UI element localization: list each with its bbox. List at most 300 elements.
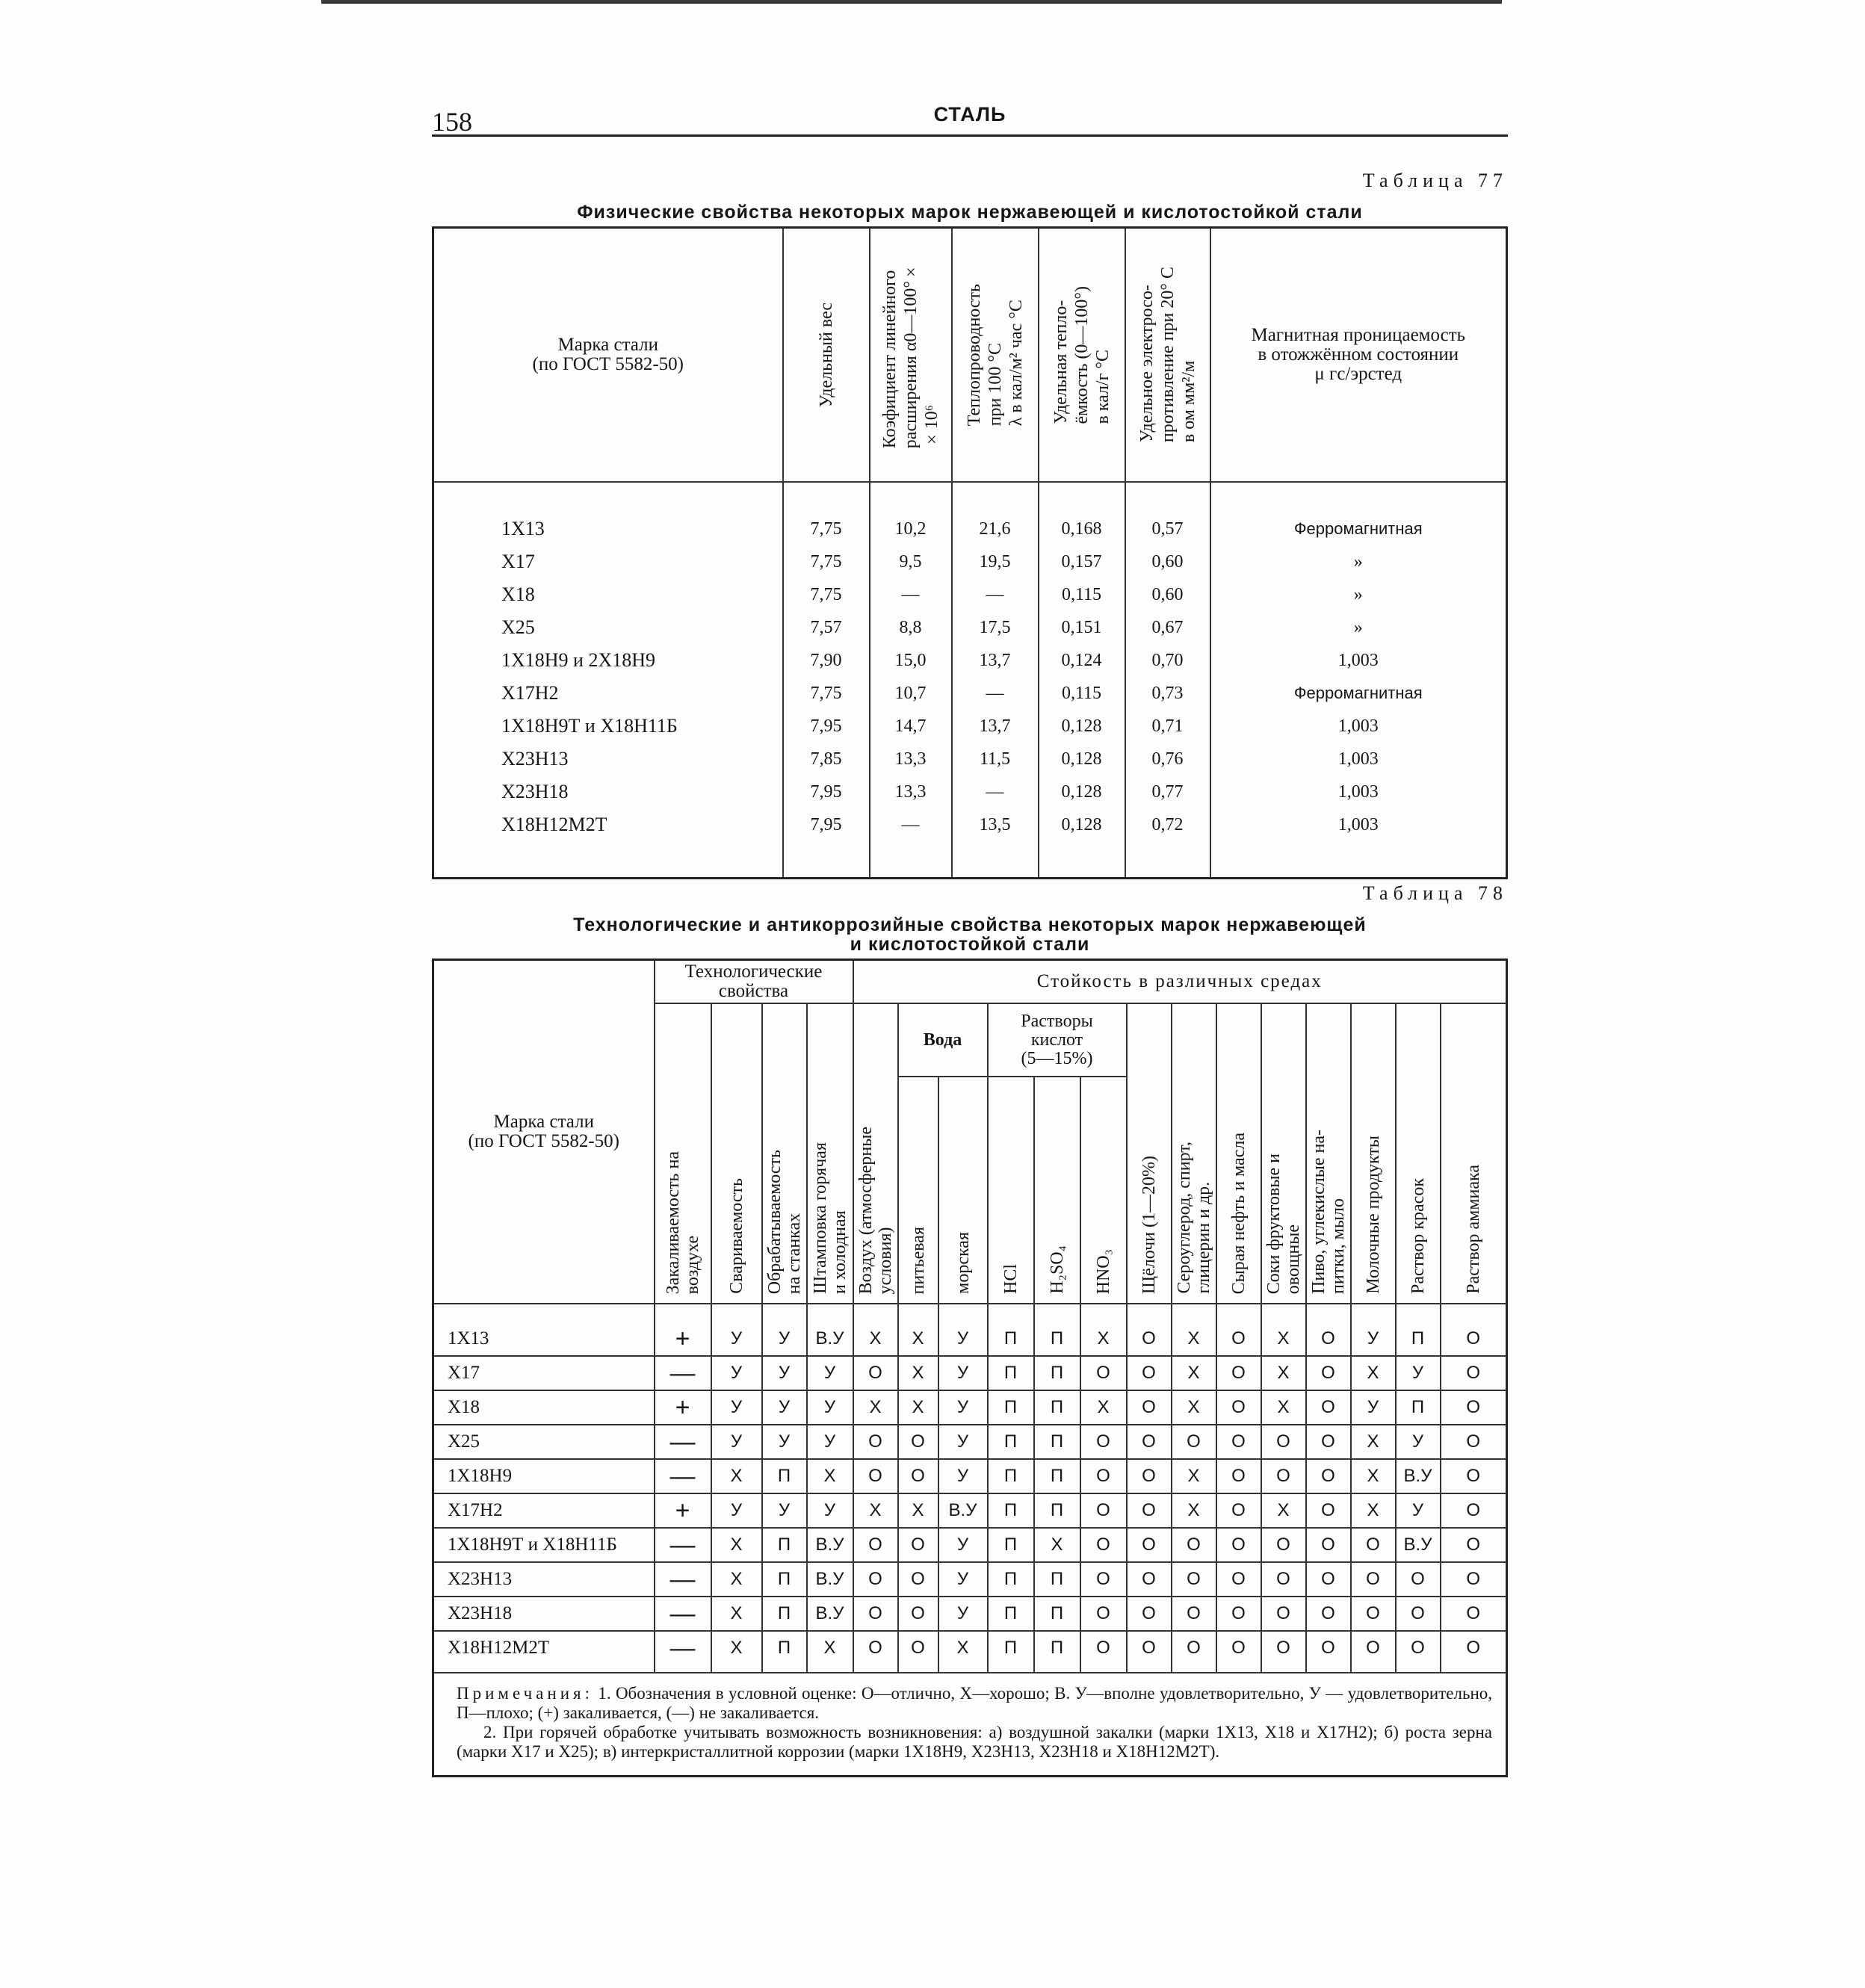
note-2: 2. При горячей обработке учитывать возможность возникновения: а) воздушной закалки (марки 1Х13, Х18 и Х17Н2); б) роста зерна (марки Х17 и Х25); в) интеркристаллитной коррозии (марки 1Х18Н9, Х23Н13, Х23Н18 и Х18Н12М2Т).	[457, 1723, 1492, 1761]
value-cell: 0,76	[1125, 743, 1210, 775]
value-cell: О	[1261, 1597, 1306, 1631]
value-cell: »	[1210, 578, 1507, 611]
value-cell: О	[1306, 1631, 1351, 1673]
top-scan-edge	[321, 0, 1502, 4]
table-row	[433, 1631, 1507, 1673]
t78-notes-row	[433, 1673, 1507, 1777]
value-cell: О	[1080, 1528, 1127, 1562]
value-cell: Х	[1261, 1493, 1306, 1528]
value-cell: 11,5	[952, 743, 1039, 775]
value-cell: 0,128	[1039, 710, 1125, 743]
t77-col-density: Удельный вес	[783, 228, 870, 483]
value-cell: У	[807, 1425, 853, 1459]
value-cell: О	[1172, 1631, 1216, 1673]
value-cell: О	[853, 1597, 898, 1631]
value-cell: —	[952, 677, 1039, 710]
note-1: 1. Обозначения в условной оценке: О—отлично, Х—хорошо; В. У—вполне удовлетворительно, У — удовлетворительно, П—плохо; (+) закаливается, (—) не закаливается.	[457, 1684, 1492, 1722]
value-cell: 0,57	[1125, 482, 1210, 545]
grade-cell: Х25	[433, 1425, 655, 1459]
value-cell: О	[1351, 1597, 1396, 1631]
value-cell: О	[1127, 1528, 1172, 1562]
value-cell: О	[1306, 1528, 1351, 1562]
table-row	[433, 1562, 1507, 1597]
value-cell: П	[1034, 1356, 1080, 1390]
value-cell: О	[1127, 1304, 1172, 1356]
value-cell: О	[898, 1631, 938, 1673]
value-cell: О	[1351, 1562, 1396, 1597]
t78-col-juices: Соки фруктовые и овощные	[1261, 1003, 1306, 1304]
value-cell: О	[1127, 1356, 1172, 1390]
value-cell: 0,77	[1125, 775, 1210, 808]
table-row	[433, 1528, 1507, 1562]
value-cell: П	[1034, 1304, 1080, 1356]
running-title: СТАЛЬ	[933, 103, 1006, 126]
table78-label: Таблица 78	[1362, 882, 1508, 904]
t78-col-hno3: HNO₃	[1080, 1077, 1127, 1304]
value-cell: +	[655, 1390, 711, 1425]
page	[432, 90, 1508, 1777]
value-cell: Х	[853, 1493, 898, 1528]
value-cell: Х	[898, 1356, 938, 1390]
value-cell: 1,003	[1210, 775, 1507, 808]
table77-label: Таблица 77	[1362, 170, 1508, 191]
value-cell: 0,67	[1125, 611, 1210, 644]
value-cell: +	[655, 1493, 711, 1528]
value-cell: У	[938, 1356, 988, 1390]
table-row	[433, 1390, 1507, 1425]
table-row	[433, 808, 1507, 879]
value-cell: О	[1306, 1304, 1351, 1356]
t78-col-crude: Сырая нефть и масла	[1216, 1003, 1261, 1304]
value-cell: —	[870, 578, 952, 611]
value-cell: У	[938, 1304, 988, 1356]
value-cell: 1,003	[1210, 743, 1507, 775]
value-cell: У	[711, 1304, 762, 1356]
t78-col-air: Воздух (атмосферные условия)	[853, 1003, 898, 1304]
value-cell: Х	[1261, 1356, 1306, 1390]
value-cell: О	[1441, 1459, 1507, 1493]
value-cell: О	[853, 1459, 898, 1493]
value-cell: О	[1306, 1459, 1351, 1493]
value-cell: У	[762, 1425, 807, 1459]
grade-cell: Х23Н13	[433, 1562, 655, 1597]
value-cell: Х	[938, 1631, 988, 1673]
value-cell: 7,57	[783, 611, 870, 644]
value-cell: О	[1216, 1304, 1261, 1356]
value-cell: П	[1034, 1425, 1080, 1459]
value-cell: Ферромагнитная	[1210, 482, 1507, 545]
t78-col-weldability: Свариваемость	[711, 1003, 762, 1304]
grade-cell: Х18Н12М2Т	[433, 1631, 655, 1673]
value-cell: 0,60	[1125, 545, 1210, 578]
table78-body	[433, 1304, 1507, 1673]
t77-col-expansion: Коэфициент линейного расширения α0—100°× ×10⁶	[870, 228, 952, 483]
value-cell: 19,5	[952, 545, 1039, 578]
t77-col-resistivity: Удельное электросо- противление при 20° С в ом мм²/м	[1125, 228, 1210, 483]
value-cell: Х	[1172, 1356, 1216, 1390]
table-row	[433, 545, 1507, 578]
grade-cell: Х23Н18	[501, 781, 569, 802]
value-cell: 0,128	[1039, 808, 1125, 879]
t78-col-dairy: Молочные продукты	[1351, 1003, 1396, 1304]
value-cell: Х	[853, 1304, 898, 1356]
t78-col-grade: Марка стали (по ГОСТ 5582-50)	[433, 960, 655, 1304]
value-cell: У	[711, 1390, 762, 1425]
value-cell: 13,3	[870, 743, 952, 775]
value-cell: О	[1261, 1459, 1306, 1493]
t77-col-grade: Марка стали (по ГОСТ 5582-50)	[433, 228, 783, 483]
grade-cell: Х18Н12М2Т	[501, 814, 607, 835]
value-cell: Х	[1080, 1390, 1127, 1425]
value-cell: П	[762, 1459, 807, 1493]
value-cell: 7,95	[783, 710, 870, 743]
value-cell: О	[1441, 1493, 1507, 1528]
value-cell: О	[1396, 1562, 1441, 1597]
value-cell: Х	[1351, 1356, 1396, 1390]
value-cell: П	[1034, 1493, 1080, 1528]
value-cell: П	[762, 1631, 807, 1673]
value-cell: О	[1261, 1631, 1306, 1673]
value-cell: О	[1441, 1597, 1507, 1631]
value-cell: У	[762, 1356, 807, 1390]
value-cell: Х	[1172, 1304, 1216, 1356]
value-cell: Х	[807, 1631, 853, 1673]
value-cell: О	[1127, 1425, 1172, 1459]
value-cell: Х	[1172, 1390, 1216, 1425]
t78-col-beer: Пиво, углекислые на- питки, мыло	[1306, 1003, 1351, 1304]
value-cell: О	[898, 1459, 938, 1493]
t78-col-paint: Раствор красок	[1396, 1003, 1441, 1304]
value-cell: Х	[853, 1390, 898, 1425]
grade-cell: Х17	[501, 551, 535, 572]
value-cell: 13,7	[952, 710, 1039, 743]
value-cell: Ферромагнитная	[1210, 677, 1507, 710]
value-cell: О	[1127, 1459, 1172, 1493]
value-cell: В.У	[1396, 1528, 1441, 1562]
t77-col-heat-capacity: Удельная тепло- ёмкость (0—100°) в кал/г °С	[1039, 228, 1125, 483]
value-cell: 13,5	[952, 808, 1039, 879]
value-cell: 0,72	[1125, 808, 1210, 879]
value-cell: О	[1172, 1597, 1216, 1631]
t78-col-drinking: питьевая	[898, 1077, 938, 1304]
value-cell: О	[1216, 1631, 1261, 1673]
running-head	[432, 90, 1508, 137]
value-cell: О	[1127, 1493, 1172, 1528]
value-cell: 1,003	[1210, 808, 1507, 879]
value-cell: П	[988, 1459, 1034, 1493]
value-cell: Х	[807, 1459, 853, 1493]
value-cell: 17,5	[952, 611, 1039, 644]
table-row	[433, 1493, 1507, 1528]
value-cell: 8,8	[870, 611, 952, 644]
value-cell: О	[1261, 1528, 1306, 1562]
value-cell: О	[1080, 1356, 1127, 1390]
grade-cell: 1Х18Н9	[433, 1459, 655, 1493]
value-cell: О	[1216, 1597, 1261, 1631]
t77-col-permeability: Магнитная проницаемость в отожжённом состоянии μ гс/эрстед	[1210, 228, 1507, 483]
value-cell: 7,75	[783, 677, 870, 710]
value-cell: 21,6	[952, 482, 1039, 545]
value-cell: »	[1210, 611, 1507, 644]
value-cell: У	[711, 1425, 762, 1459]
value-cell: О	[1441, 1425, 1507, 1459]
value-cell: П	[988, 1631, 1034, 1673]
value-cell: Х	[1172, 1493, 1216, 1528]
value-cell: О	[898, 1597, 938, 1631]
table78	[432, 959, 1508, 1777]
value-cell: В.У	[807, 1528, 853, 1562]
table-row	[433, 677, 1507, 710]
value-cell: Х	[1351, 1425, 1396, 1459]
value-cell: У	[938, 1562, 988, 1597]
value-cell: П	[762, 1562, 807, 1597]
value-cell: 14,7	[870, 710, 952, 743]
table-row	[433, 1425, 1507, 1459]
value-cell: О	[853, 1356, 898, 1390]
value-cell: О	[1216, 1493, 1261, 1528]
value-cell: У	[711, 1493, 762, 1528]
value-cell: У	[762, 1493, 807, 1528]
value-cell: 0,128	[1039, 775, 1125, 808]
value-cell: О	[853, 1631, 898, 1673]
value-cell: 0,124	[1039, 644, 1125, 677]
table-row	[433, 644, 1507, 677]
value-cell: Х	[1261, 1304, 1306, 1356]
value-cell: О	[1396, 1597, 1441, 1631]
value-cell: 1,003	[1210, 710, 1507, 743]
grade-cell: 1Х18Н9Т и Х18Н11Б	[501, 715, 678, 737]
grade-cell: Х17	[433, 1356, 655, 1390]
value-cell: О	[1306, 1493, 1351, 1528]
value-cell: О	[1216, 1425, 1261, 1459]
t78-col-ammonia: Раствор аммиака	[1441, 1003, 1507, 1304]
value-cell: 15,0	[870, 644, 952, 677]
value-cell: 13,3	[870, 775, 952, 808]
table-row	[433, 1356, 1507, 1390]
value-cell: О	[853, 1425, 898, 1459]
value-cell: О	[1351, 1528, 1396, 1562]
value-cell: Х	[1351, 1459, 1396, 1493]
value-cell: 0,151	[1039, 611, 1125, 644]
value-cell: У	[807, 1493, 853, 1528]
value-cell: О	[1441, 1390, 1507, 1425]
value-cell: Х	[898, 1304, 938, 1356]
value-cell: О	[1441, 1528, 1507, 1562]
value-cell: —	[655, 1597, 711, 1631]
value-cell: 0,168	[1039, 482, 1125, 545]
value-cell: О	[1306, 1562, 1351, 1597]
table77	[432, 226, 1508, 879]
value-cell: В.У	[938, 1493, 988, 1528]
value-cell: О	[1306, 1390, 1351, 1425]
grade-cell: 1Х13	[501, 518, 545, 539]
value-cell: Х	[1172, 1459, 1216, 1493]
value-cell: О	[1080, 1631, 1127, 1673]
value-cell: У	[938, 1459, 988, 1493]
value-cell: 7,85	[783, 743, 870, 775]
value-cell: 13,7	[952, 644, 1039, 677]
t78-col-alkali: Щёлочи (1—20%)	[1127, 1003, 1172, 1304]
value-cell: У	[1351, 1304, 1396, 1356]
value-cell: Х	[711, 1459, 762, 1493]
grade-cell: Х17Н2	[433, 1493, 655, 1528]
table77-header-row	[433, 228, 1507, 483]
value-cell: »	[1210, 545, 1507, 578]
value-cell: П	[988, 1425, 1034, 1459]
value-cell: П	[988, 1304, 1034, 1356]
value-cell: —	[952, 578, 1039, 611]
value-cell: П	[1034, 1459, 1080, 1493]
table-row	[433, 482, 1507, 545]
value-cell: Х	[898, 1493, 938, 1528]
table77-title: Физические свойства некоторых марок нержавеющей и кислотостойкой стали	[577, 202, 1363, 223]
table-row	[433, 775, 1507, 808]
value-cell: У	[938, 1425, 988, 1459]
value-cell: Х	[1080, 1304, 1127, 1356]
value-cell: О	[1216, 1562, 1261, 1597]
table-row	[433, 743, 1507, 775]
value-cell: О	[1441, 1562, 1507, 1597]
t78-col-hcl: HCl	[988, 1077, 1034, 1304]
value-cell: 7,75	[783, 578, 870, 611]
grade-cell: 1Х13	[433, 1304, 655, 1356]
value-cell: О	[898, 1562, 938, 1597]
value-cell: 1,003	[1210, 644, 1507, 677]
value-cell: О	[1441, 1631, 1507, 1673]
value-cell: О	[1172, 1425, 1216, 1459]
table-row	[433, 611, 1507, 644]
value-cell: О	[1441, 1304, 1507, 1356]
value-cell: У	[938, 1528, 988, 1562]
value-cell: О	[1127, 1597, 1172, 1631]
t78-col-stamping: Штамповка горячая и холодная	[807, 1003, 853, 1304]
t78-header-row-1	[433, 960, 1507, 1004]
value-cell: 0,128	[1039, 743, 1125, 775]
value-cell: У	[1396, 1356, 1441, 1390]
value-cell: П	[762, 1597, 807, 1631]
value-cell: Х	[711, 1597, 762, 1631]
table78-title-line1: Технологические и антикоррозийные свойства некоторых марок нержавеющей	[573, 914, 1367, 935]
value-cell: 10,2	[870, 482, 952, 545]
value-cell: П	[762, 1528, 807, 1562]
t78-group-water: Вода	[898, 1003, 988, 1077]
value-cell: 0,157	[1039, 545, 1125, 578]
value-cell: В.У	[807, 1562, 853, 1597]
value-cell: О	[1127, 1390, 1172, 1425]
value-cell: Х	[711, 1528, 762, 1562]
value-cell: П	[1034, 1631, 1080, 1673]
grade-cell: Х23Н13	[501, 748, 569, 770]
value-cell: У	[807, 1356, 853, 1390]
value-cell: О	[1216, 1390, 1261, 1425]
t78-group-tech: Технологические свойства	[655, 960, 853, 1004]
table-row	[433, 578, 1507, 611]
value-cell: О	[1127, 1631, 1172, 1673]
t78-col-hardening: Закаливаемость на воздухе	[655, 1003, 711, 1304]
t78-col-machinability: Обрабатываемость на станках	[762, 1003, 807, 1304]
value-cell: 7,90	[783, 644, 870, 677]
table-row	[433, 710, 1507, 743]
page-number: 158	[432, 107, 472, 137]
value-cell: П	[1396, 1304, 1441, 1356]
grade-cell: Х25	[501, 616, 535, 638]
value-cell: О	[1261, 1562, 1306, 1597]
t78-group-acids: Растворы кислот (5—15%)	[988, 1003, 1127, 1077]
value-cell: 7,75	[783, 545, 870, 578]
value-cell: О	[1080, 1493, 1127, 1528]
grade-cell: Х23Н18	[433, 1597, 655, 1631]
value-cell: О	[1216, 1459, 1261, 1493]
value-cell: —	[952, 775, 1039, 808]
value-cell: П	[988, 1562, 1034, 1597]
value-cell: О	[898, 1425, 938, 1459]
t77-col-conductivity: Теплопроводность при 100 °С λ в кал/м² час °С	[952, 228, 1039, 483]
value-cell: 7,95	[783, 775, 870, 808]
value-cell: У	[938, 1390, 988, 1425]
value-cell: П	[988, 1528, 1034, 1562]
value-cell: Х	[1261, 1390, 1306, 1425]
value-cell: О	[898, 1528, 938, 1562]
value-cell: О	[1216, 1528, 1261, 1562]
grade-cell: Х17Н2	[501, 682, 559, 704]
table78-notes	[433, 1673, 1507, 1777]
value-cell: В.У	[807, 1304, 853, 1356]
value-cell: 9,5	[870, 545, 952, 578]
grade-cell: Х18	[501, 583, 535, 605]
value-cell: Х	[711, 1562, 762, 1597]
value-cell: —	[655, 1528, 711, 1562]
value-cell: У	[1396, 1425, 1441, 1459]
table-row	[433, 1304, 1507, 1356]
value-cell: —	[655, 1425, 711, 1459]
value-cell: О	[1172, 1562, 1216, 1597]
value-cell: О	[1216, 1356, 1261, 1390]
value-cell: 0,60	[1125, 578, 1210, 611]
value-cell: Х	[898, 1390, 938, 1425]
table77-body	[433, 482, 1507, 879]
value-cell: О	[1306, 1425, 1351, 1459]
value-cell: 0,115	[1039, 677, 1125, 710]
value-cell: 0,115	[1039, 578, 1125, 611]
value-cell: О	[1127, 1562, 1172, 1597]
value-cell: О	[1080, 1425, 1127, 1459]
value-cell: У	[1396, 1493, 1441, 1528]
value-cell: 10,7	[870, 677, 952, 710]
value-cell: 0,70	[1125, 644, 1210, 677]
value-cell: П	[1034, 1562, 1080, 1597]
value-cell: О	[1306, 1597, 1351, 1631]
value-cell: П	[988, 1390, 1034, 1425]
value-cell: О	[1261, 1425, 1306, 1459]
value-cell: П	[988, 1493, 1034, 1528]
value-cell: О	[1351, 1631, 1396, 1673]
value-cell: Х	[1034, 1528, 1080, 1562]
value-cell: 0,73	[1125, 677, 1210, 710]
t78-col-h2so4: H₂SO₄	[1034, 1077, 1080, 1304]
value-cell: О	[1306, 1356, 1351, 1390]
table78-title-line2: и кислотостойкой стали	[850, 934, 1090, 955]
t78-col-cs2: Сероуглерод, спирт, глицерин и др.	[1172, 1003, 1216, 1304]
value-cell: В.У	[807, 1597, 853, 1631]
value-cell: О	[1172, 1528, 1216, 1562]
value-cell: О	[1441, 1356, 1507, 1390]
value-cell: П	[988, 1597, 1034, 1631]
value-cell: П	[1034, 1390, 1080, 1425]
value-cell: П	[1034, 1597, 1080, 1631]
value-cell: У	[1351, 1390, 1396, 1425]
grade-cell: 1Х18Н9 и 2Х18Н9	[501, 649, 656, 671]
value-cell: П	[1396, 1390, 1441, 1425]
